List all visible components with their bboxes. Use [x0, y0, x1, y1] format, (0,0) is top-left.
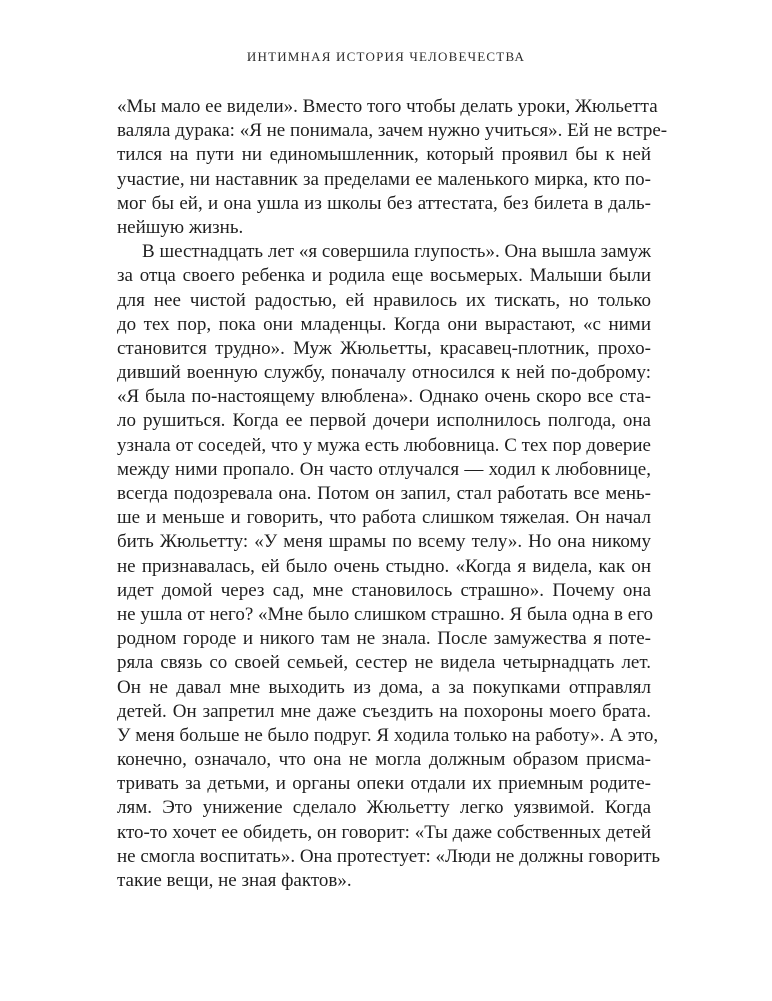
text-line: Он не давал мне выходить из дома, а за покупками отправлял: [117, 676, 651, 698]
text-line: «Я была по-настоящему влюблена». Однако очень скоро все ста-: [117, 386, 651, 408]
text-line: бить Жюльетту: «У меня шрамы по всему телу». Но она никому: [117, 531, 651, 553]
text-line: кто-то хочет ее обидеть, он говорит: «Ты даже собственных детей: [117, 821, 651, 843]
text-line: «Мы мало ее видели». Вместо того чтобы делать уроки, Жюльетта: [117, 96, 658, 117]
text-line: лям. Это унижение сделало Жюльетту легко уязвимой. Когда: [117, 797, 651, 819]
text-line: не ушла от него? «Мне было слишком страшно. Я была одна в его: [117, 603, 654, 625]
text-line: становится трудно». Муж Жюльетты, красавец-плотник, прохо-: [117, 337, 651, 359]
text-line: до тех пор, пока они младенцы. Когда они вырастают, «с ними: [117, 313, 651, 335]
text-line: ло рушиться. Когда ее первой дочери исполнилось полгода, она: [117, 410, 651, 432]
text-line: детей. Он запретил мне даже съездить на похороны моего брата.: [117, 700, 651, 722]
paragraph: [117, 95, 668, 240]
text-line: для нее чистой радостью, ей нравилось их тискать, но только: [117, 289, 651, 311]
text-line: дивший военную службу, поначалу относился к ней по-доброму:: [117, 362, 651, 384]
text-line: ряла связь со своей семьей, сестер не видела четырнадцать лет.: [117, 652, 651, 674]
text-line: тился на пути ни единомышленник, который проявил бы к ней: [117, 144, 651, 166]
text-line: всегда подозревала она. Потом он запил, стал работать все мень-: [117, 483, 651, 504]
text-line: У меня больше не было подруг. Я ходила только на работу». А это,: [117, 724, 659, 746]
text-line: В шестнадцать лет «я совершила глупость». Она вышла замуж: [142, 241, 651, 263]
text-line: идет домой через сад, мне становилось страшно». Почему она: [117, 579, 651, 601]
text-line: мог бы ей, и она ушла из школы без аттестата, без билета в даль-: [117, 192, 651, 214]
running-header: ИНТИМНАЯ ИСТОРИЯ ЧЕЛОВЕЧЕСТВА: [246, 49, 526, 64]
text-line: валяла дурака: «Я не понимала, зачем нужно учиться». Ей не встре-: [117, 120, 668, 142]
paragraph: [117, 240, 661, 893]
text-line: между ними пропало. Он часто отлучался — ходил к любовнице,: [117, 458, 651, 480]
text-line: такие вещи, не зная фактов».: [117, 870, 352, 891]
text-line: узнала от соседей, что у мужа есть любовница. С тех пор доверие: [117, 434, 651, 456]
text-line: не признавалась, ей было очень стыдно. «Когда я видела, как он: [117, 555, 651, 577]
body-text: [117, 95, 668, 893]
text-line: тривать за детьми, и органы опеки отдали их приемным родите-: [117, 773, 651, 795]
text-line: не смогла воспитать». Она протестует: «Люди не должны говорить: [117, 845, 661, 867]
text-line: ше и меньше и говорить, что работа слишком тяжелая. Он начал: [117, 507, 651, 529]
text-line: нейшую жизнь.: [117, 216, 244, 238]
text-line: за отца своего ребенка и родила еще восьмерых. Малыши были: [117, 265, 651, 287]
text-line: конечно, означало, что она не могла должным образом присма-: [117, 749, 651, 771]
text-line: родном городе и никого там не знала. После замужества я поте-: [117, 628, 651, 650]
text-line: участие, ни наставник за пределами ее маленького мирка, кто по-: [117, 168, 651, 190]
